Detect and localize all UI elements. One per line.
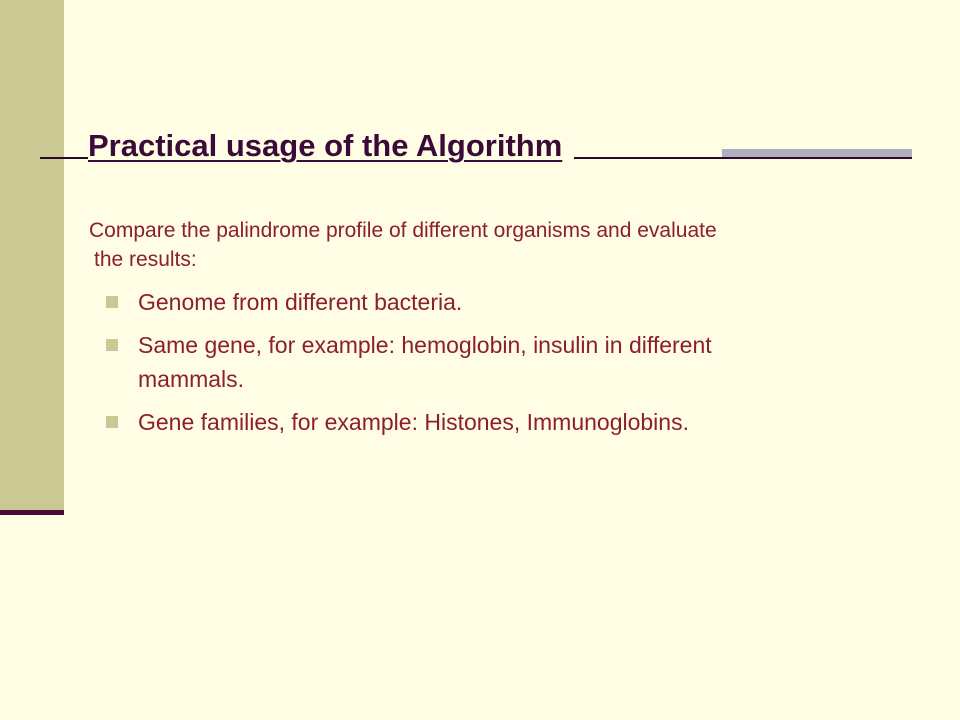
- intro-text: [89, 216, 909, 274]
- intro-line-1: Compare the palindrome profile of different organisms and evaluate: [89, 219, 717, 242]
- bullet-list: [106, 285, 906, 448]
- left-band-rule: [0, 510, 64, 515]
- bullet-text-same-gene-line-2: mammals.: [138, 366, 245, 392]
- left-decorative-band: [0, 0, 64, 512]
- square-bullet-icon: [106, 416, 118, 428]
- bullet-item-same-gene: [106, 328, 906, 396]
- title-accent-block: [722, 149, 912, 157]
- square-bullet-icon: [106, 296, 118, 308]
- square-bullet-icon: [106, 339, 118, 351]
- bullet-item-bacteria: [106, 285, 906, 319]
- intro-line-2: the results:: [94, 248, 197, 271]
- bullet-text-same-gene-line-1: Same gene, for example: hemoglobin, insulin in different: [138, 332, 712, 358]
- bullet-text-bacteria: Genome from different bacteria.: [138, 289, 463, 315]
- slide-title: Practical usage of the Algorithm: [88, 124, 574, 168]
- bullet-text-gene-families: Gene families, for example: Histones, Immunoglobins.: [138, 409, 689, 435]
- bullet-item-gene-families: [106, 405, 906, 439]
